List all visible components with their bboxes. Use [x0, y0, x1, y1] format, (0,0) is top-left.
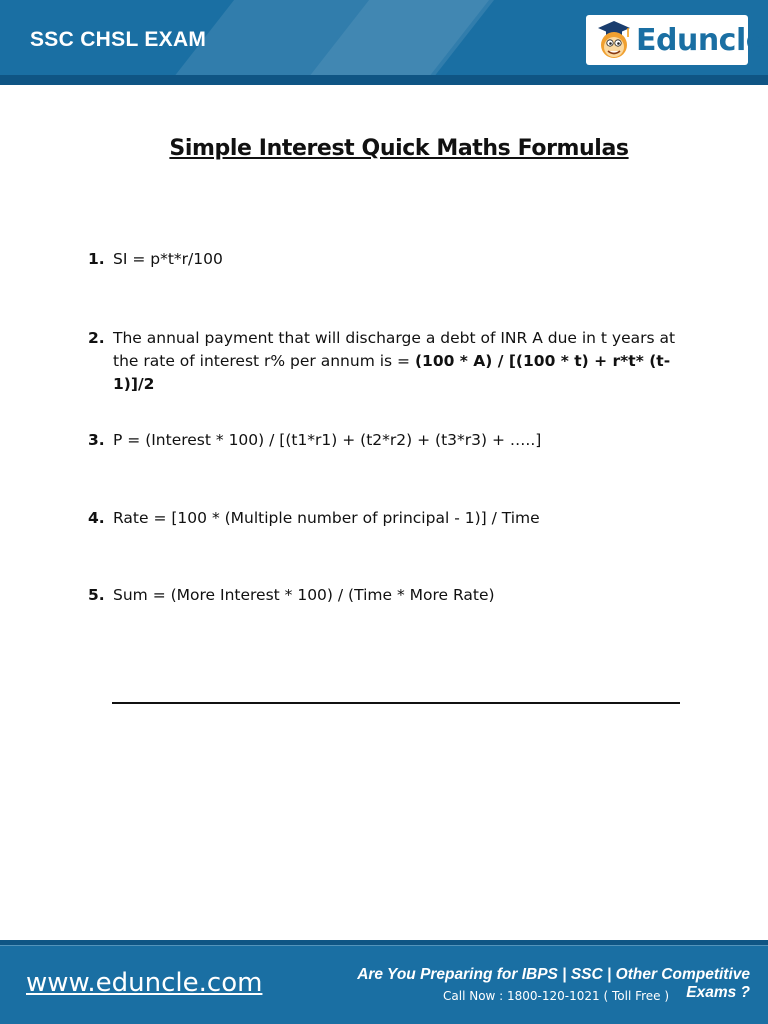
formula-text: P = (Interest * 100) / [(t1*r1) + (t2*r2) + (t3*r3) + …..] — [113, 431, 542, 449]
promo-text: Are You Preparing for IBPS | SSC | Other Competitive Exams ? — [357, 966, 750, 1001]
page-footer — [0, 940, 768, 1024]
eduncle-logo[interactable] — [586, 15, 766, 65]
formula-item — [88, 327, 678, 396]
call-info: Call Now : 1800-120-1021 ( Toll Free ) — [443, 989, 670, 1003]
formula-number: 2. — [88, 329, 105, 347]
exam-title: SSC CHSL EXAM — [30, 28, 207, 51]
document-title: Simple Interest Quick Maths Formulas — [169, 136, 629, 161]
formula-item — [88, 507, 678, 530]
formula-number: 4. — [88, 509, 105, 527]
formula-text: SI = p*t*r/100 — [113, 250, 223, 268]
formula-text: Sum = (More Interest * 100) / (Time * More Rate) — [113, 586, 495, 604]
header-divider — [0, 75, 768, 85]
page-header — [0, 0, 768, 85]
logo-wordmark: Eduncle — [636, 23, 766, 58]
formula-number: 5. — [88, 586, 105, 604]
formula-text: Rate = [100 * (Multiple number of principal - 1)] / Time — [113, 509, 540, 527]
website-link[interactable]: www.eduncle.com — [26, 968, 263, 998]
formula-item — [88, 429, 678, 452]
footer-band — [0, 945, 768, 946]
formula-item — [88, 584, 678, 607]
section-divider — [112, 702, 680, 704]
formula-bold-expression: (100 * A) / [(100 * t) + r*t* (t-1)]/2 — [113, 352, 671, 393]
formula-item — [88, 248, 678, 271]
formula-number: 3. — [88, 431, 105, 449]
formula-text: The annual payment that will discharge a debt of INR A due in t years at the rate of interest r% per annum is = — [113, 329, 676, 370]
formula-number: 1. — [88, 250, 105, 268]
mascot-icon — [590, 17, 636, 63]
